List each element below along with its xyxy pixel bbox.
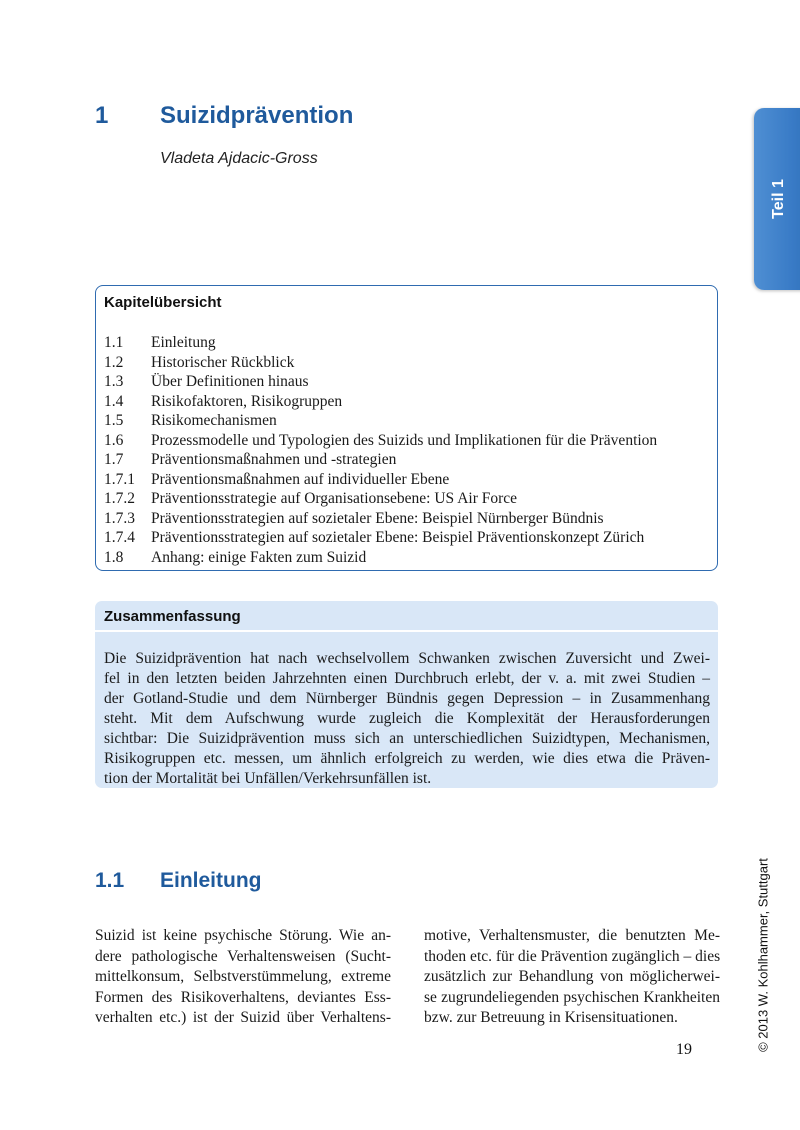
body-line: verhalten etc.) ist der Suizid über Verhaltens- bbox=[95, 1009, 391, 1026]
toc-item-title: Anhang: einige Fakten zum Suizid bbox=[151, 548, 367, 566]
body-line: zusätzlich zur Behandlung von möglicherwei- bbox=[424, 968, 720, 985]
body-line: bzw. zur Betreuung in Krisensituationen. bbox=[424, 1009, 678, 1026]
toc-item-title: Prozessmodelle und Typologien des Suizids und Implikationen für die Prävention bbox=[151, 431, 658, 449]
chapter-title: Suizidprävention bbox=[160, 102, 354, 129]
toc-item bbox=[104, 509, 657, 529]
toc-item bbox=[104, 392, 657, 412]
toc-item-number: 1.3 bbox=[104, 373, 124, 390]
toc-item bbox=[104, 411, 657, 431]
body-column-left bbox=[95, 926, 391, 1029]
side-tab-label: Teil 1 bbox=[770, 179, 787, 219]
body-line: Formen des Risikoverhaltens, deviantes Ess- bbox=[95, 988, 391, 1006]
body-line: se zugrundeliegenden psychischen Krankheiten bbox=[424, 988, 720, 1006]
toc-item bbox=[104, 548, 657, 568]
toc-item-title: Präventionsstrategien auf sozietaler Ebene: Beispiel Präventionskonzept Zürich bbox=[151, 529, 645, 546]
toc-item-title: Präventionsmaßnahmen auf individueller Ebene bbox=[151, 470, 450, 488]
toc-item-number: 1.5 bbox=[104, 412, 124, 429]
toc-item-number: 1.4 bbox=[104, 392, 124, 410]
toc-item-title: Historischer Rückblick bbox=[151, 353, 295, 371]
toc-item bbox=[104, 372, 657, 392]
toc-item bbox=[104, 489, 657, 509]
toc-item-title: Präventionsstrategie auf Organisationsebene: US Air Force bbox=[151, 490, 518, 507]
summary-text bbox=[104, 649, 710, 789]
body-column-right bbox=[424, 926, 720, 1029]
summary-heading: Zusammenfassung bbox=[104, 608, 241, 625]
toc-item-number: 1.7.2 bbox=[104, 490, 135, 507]
page-number: 19 bbox=[676, 1041, 692, 1058]
toc-item-title: Risikomechanismen bbox=[151, 412, 277, 429]
body-line: mittelkonsum, Selbstverstümmelung, extreme bbox=[95, 968, 391, 985]
chapter-number: 1 bbox=[95, 102, 109, 129]
toc-heading: Kapitelübersicht bbox=[104, 294, 222, 311]
summary-line: tion der Mortalität bei Unfällen/Verkehrsunfällen ist. bbox=[104, 770, 432, 787]
body-line: motive, Verhaltensmuster, die benutzten Me- bbox=[424, 927, 720, 944]
toc-item bbox=[104, 450, 657, 470]
body-line: Suizid ist keine psychische Störung. Wie an- bbox=[95, 927, 391, 944]
section-title: Einleitung bbox=[160, 869, 262, 892]
body-line: thoden etc. für die Prävention zugänglich – dies bbox=[424, 947, 721, 965]
toc-item-number: 1.7.1 bbox=[104, 470, 135, 488]
summary-line: Die Suizidprävention hat nach wechselvollem Schwanken zwischen Zuversicht und Zwei- bbox=[104, 650, 710, 667]
toc-item-number: 1.1 bbox=[104, 334, 124, 351]
toc-item-number: 1.7.4 bbox=[104, 529, 135, 546]
toc-item bbox=[104, 333, 657, 353]
body-line: dere pathologische Verhaltensweisen (Sucht- bbox=[95, 947, 391, 965]
summary-line: der Gotland-Studie und dem Nürnberger Bündnis gegen Depression – in Zusammenhang bbox=[104, 690, 710, 707]
toc-item bbox=[104, 470, 657, 490]
summary-line: fel in den letzten beiden Jahrzehnten einen Durchbruch erlebt, der v. a. mit zwei Studien – bbox=[104, 670, 710, 687]
toc-item bbox=[104, 353, 657, 373]
summary-line: sichtbar: Die Suizidprävention muss sich an unterschiedlichen Suizidtypen, Mechanismen, bbox=[104, 730, 710, 747]
toc-item-title: Einleitung bbox=[151, 334, 216, 351]
toc-item-title: Präventionsstrategien auf sozietaler Ebene: Beispiel Nürnberger Bündnis bbox=[151, 509, 604, 527]
toc-item-number: 1.7 bbox=[104, 451, 124, 468]
chapter-author: Vladeta Ajdacic-Gross bbox=[160, 150, 318, 167]
toc-item-number: 1.2 bbox=[104, 353, 124, 371]
toc-item bbox=[104, 528, 657, 548]
summary-line: Risikogruppen etc. messen, um ähnlich erfolgreich zu werden, wie dies etwa die Präven- bbox=[104, 750, 710, 767]
toc-item-number: 1.7.3 bbox=[104, 509, 135, 527]
toc-item-number: 1.6 bbox=[104, 431, 124, 449]
toc-item-title: Risikofaktoren, Risikogruppen bbox=[151, 392, 343, 410]
section-number: 1.1 bbox=[95, 869, 125, 892]
toc-item bbox=[104, 431, 657, 451]
toc-item-title: Präventionsmaßnahmen und -strategien bbox=[151, 451, 397, 468]
toc-item-number: 1.8 bbox=[104, 548, 124, 566]
toc-list bbox=[104, 333, 657, 567]
summary-divider bbox=[95, 630, 718, 632]
toc-item-title: Über Definitionen hinaus bbox=[151, 373, 309, 390]
summary-line: steht. Mit dem Aufschwung wurde zugleich die Komplexität der Herausforderungen bbox=[104, 710, 710, 727]
copyright-notice: © 2013 W. Kohlhammer, Stuttgart bbox=[755, 858, 771, 1052]
